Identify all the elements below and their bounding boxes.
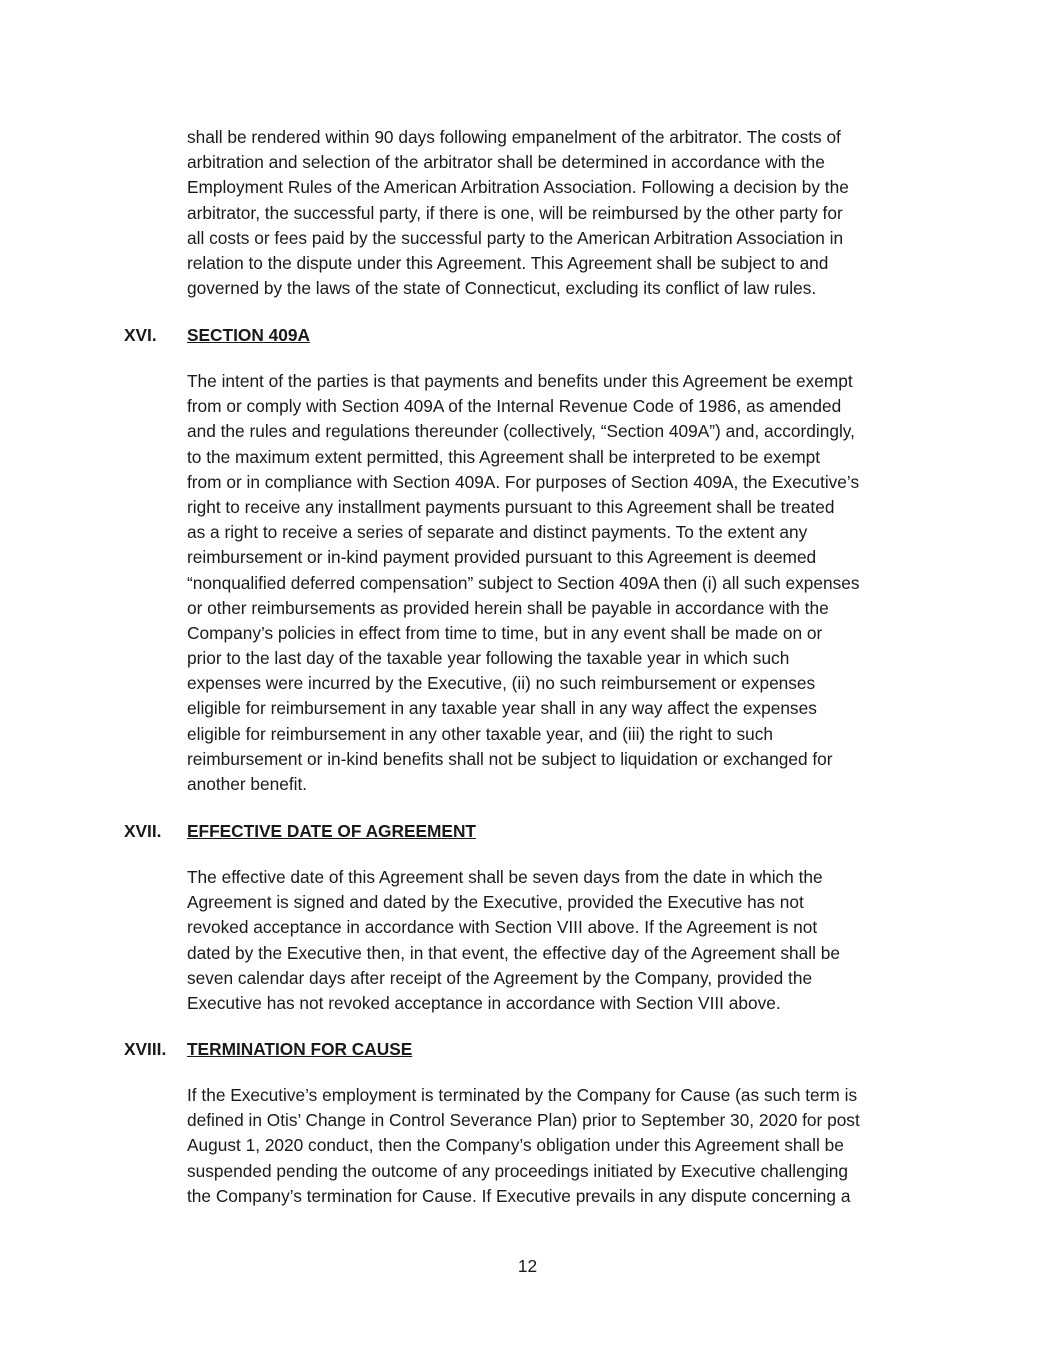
paragraph-line: If the Executive’s employment is terminated by the Company for Cause (as such term is (187, 1085, 858, 1105)
paragraph-line: to the maximum extent permitted, this Agreement shall be interpreted to be exempt (187, 446, 821, 467)
section-paragraph (187, 1083, 947, 1209)
paragraph-line: Employment Rules of the American Arbitration Association. Following a decision by the (187, 177, 849, 198)
page-number: 12 (517, 1256, 538, 1276)
paragraph-line: Executive has not revoked acceptance in accordance with Section VIII above. (187, 992, 781, 1013)
paragraph-line: prior to the last day of the taxable year following the taxable year in which such (187, 648, 790, 669)
paragraph-line: shall be rendered within 90 days following empanelment of the arbitrator. The costs of (187, 127, 841, 147)
paragraph-line: revoked acceptance in accordance with Section VIII above. If the Agreement is not (187, 917, 818, 938)
section-heading: TERMINATION FOR CAUSE (187, 1039, 413, 1059)
paragraph-line: Company’s policies in effect from time to time, but in any event shall be made on or (187, 622, 823, 643)
paragraph-line: suspended pending the outcome of any proceedings initiated by Executive challenging (187, 1160, 848, 1181)
section-paragraph (187, 865, 947, 1016)
section-number: XVIII. (124, 1039, 167, 1059)
paragraph-line: governed by the laws of the state of Connecticut, excluding its conflict of law rules. (187, 278, 817, 299)
paragraph-line: “nonqualified deferred compensation” subject to Section 409A then (i) all such expenses (187, 572, 860, 593)
paragraph-line: relation to the dispute under this Agreement. This Agreement shall be subject to and (187, 252, 829, 273)
paragraph-line: and the rules and regulations thereunder (collectively, “Section 409A”) and, accordingly, (187, 421, 855, 442)
paragraph-line: as a right to receive a series of separate and distinct payments. To the extent any (187, 522, 808, 543)
paragraph-line: reimbursement or in-kind benefits shall not be subject to liquidation or exchanged for (187, 748, 833, 769)
paragraph-line: from or in compliance with Section 409A. For purposes of Section 409A, the Executive’s (187, 471, 860, 492)
paragraph-line: eligible for reimbursement in any taxable year shall in any way affect the expenses (187, 698, 817, 719)
paragraph-line: August 1, 2020 conduct, then the Company’s obligation under this Agreement shall be (187, 1135, 844, 1156)
paragraph-line: right to receive any installment payments pursuant to this Agreement shall be treated (187, 496, 835, 517)
paragraph-line: expenses were incurred by the Executive, (ii) no such reimbursement or expenses (187, 673, 816, 694)
paragraph-line: the Company’s termination for Cause. If Executive prevails in any dispute concerning a (187, 1185, 851, 1206)
paragraph-line: defined in Otis’ Change in Control Severance Plan) prior to September 30, 2020 for post (187, 1110, 860, 1131)
paragraph-line: Agreement is signed and dated by the Executive, provided the Executive has not (187, 892, 804, 913)
intro-paragraph (187, 125, 947, 301)
paragraph-line: seven calendar days after receipt of the Agreement by the Company, provided the (187, 967, 813, 988)
paragraph-line: from or comply with Section 409A of the Internal Revenue Code of 1986, as amended (187, 396, 842, 417)
paragraph-line: another benefit. (187, 774, 308, 794)
paragraph-line: all costs or fees paid by the successful party to the American Arbitration Association in (187, 227, 844, 248)
paragraph-line: or other reimbursements as provided herein shall be payable in accordance with the (187, 597, 829, 618)
paragraph-line: arbitration and selection of the arbitrator shall be determined in accordance with the (187, 152, 825, 173)
paragraph-line: The intent of the parties is that payments and benefits under this Agreement be exempt (187, 371, 853, 391)
section-heading: EFFECTIVE DATE OF AGREEMENT (187, 821, 476, 841)
paragraph-line: eligible for reimbursement in any other taxable year, and (iii) the right to such (187, 723, 773, 744)
section-number: XVII. (124, 821, 162, 841)
section-heading: SECTION 409A (187, 325, 310, 345)
paragraph-line: The effective date of this Agreement shall be seven days from the date in which the (187, 867, 823, 887)
section-number: XVI. (124, 325, 157, 345)
paragraph-line: reimbursement or in-kind payment provided pursuant to this Agreement is deemed (187, 547, 817, 568)
paragraph-line: arbitrator, the successful party, if there is one, will be reimbursed by the other party for (187, 202, 843, 223)
paragraph-line: dated by the Executive then, in that event, the effective day of the Agreement shall be (187, 942, 840, 963)
section-paragraph (187, 369, 947, 797)
